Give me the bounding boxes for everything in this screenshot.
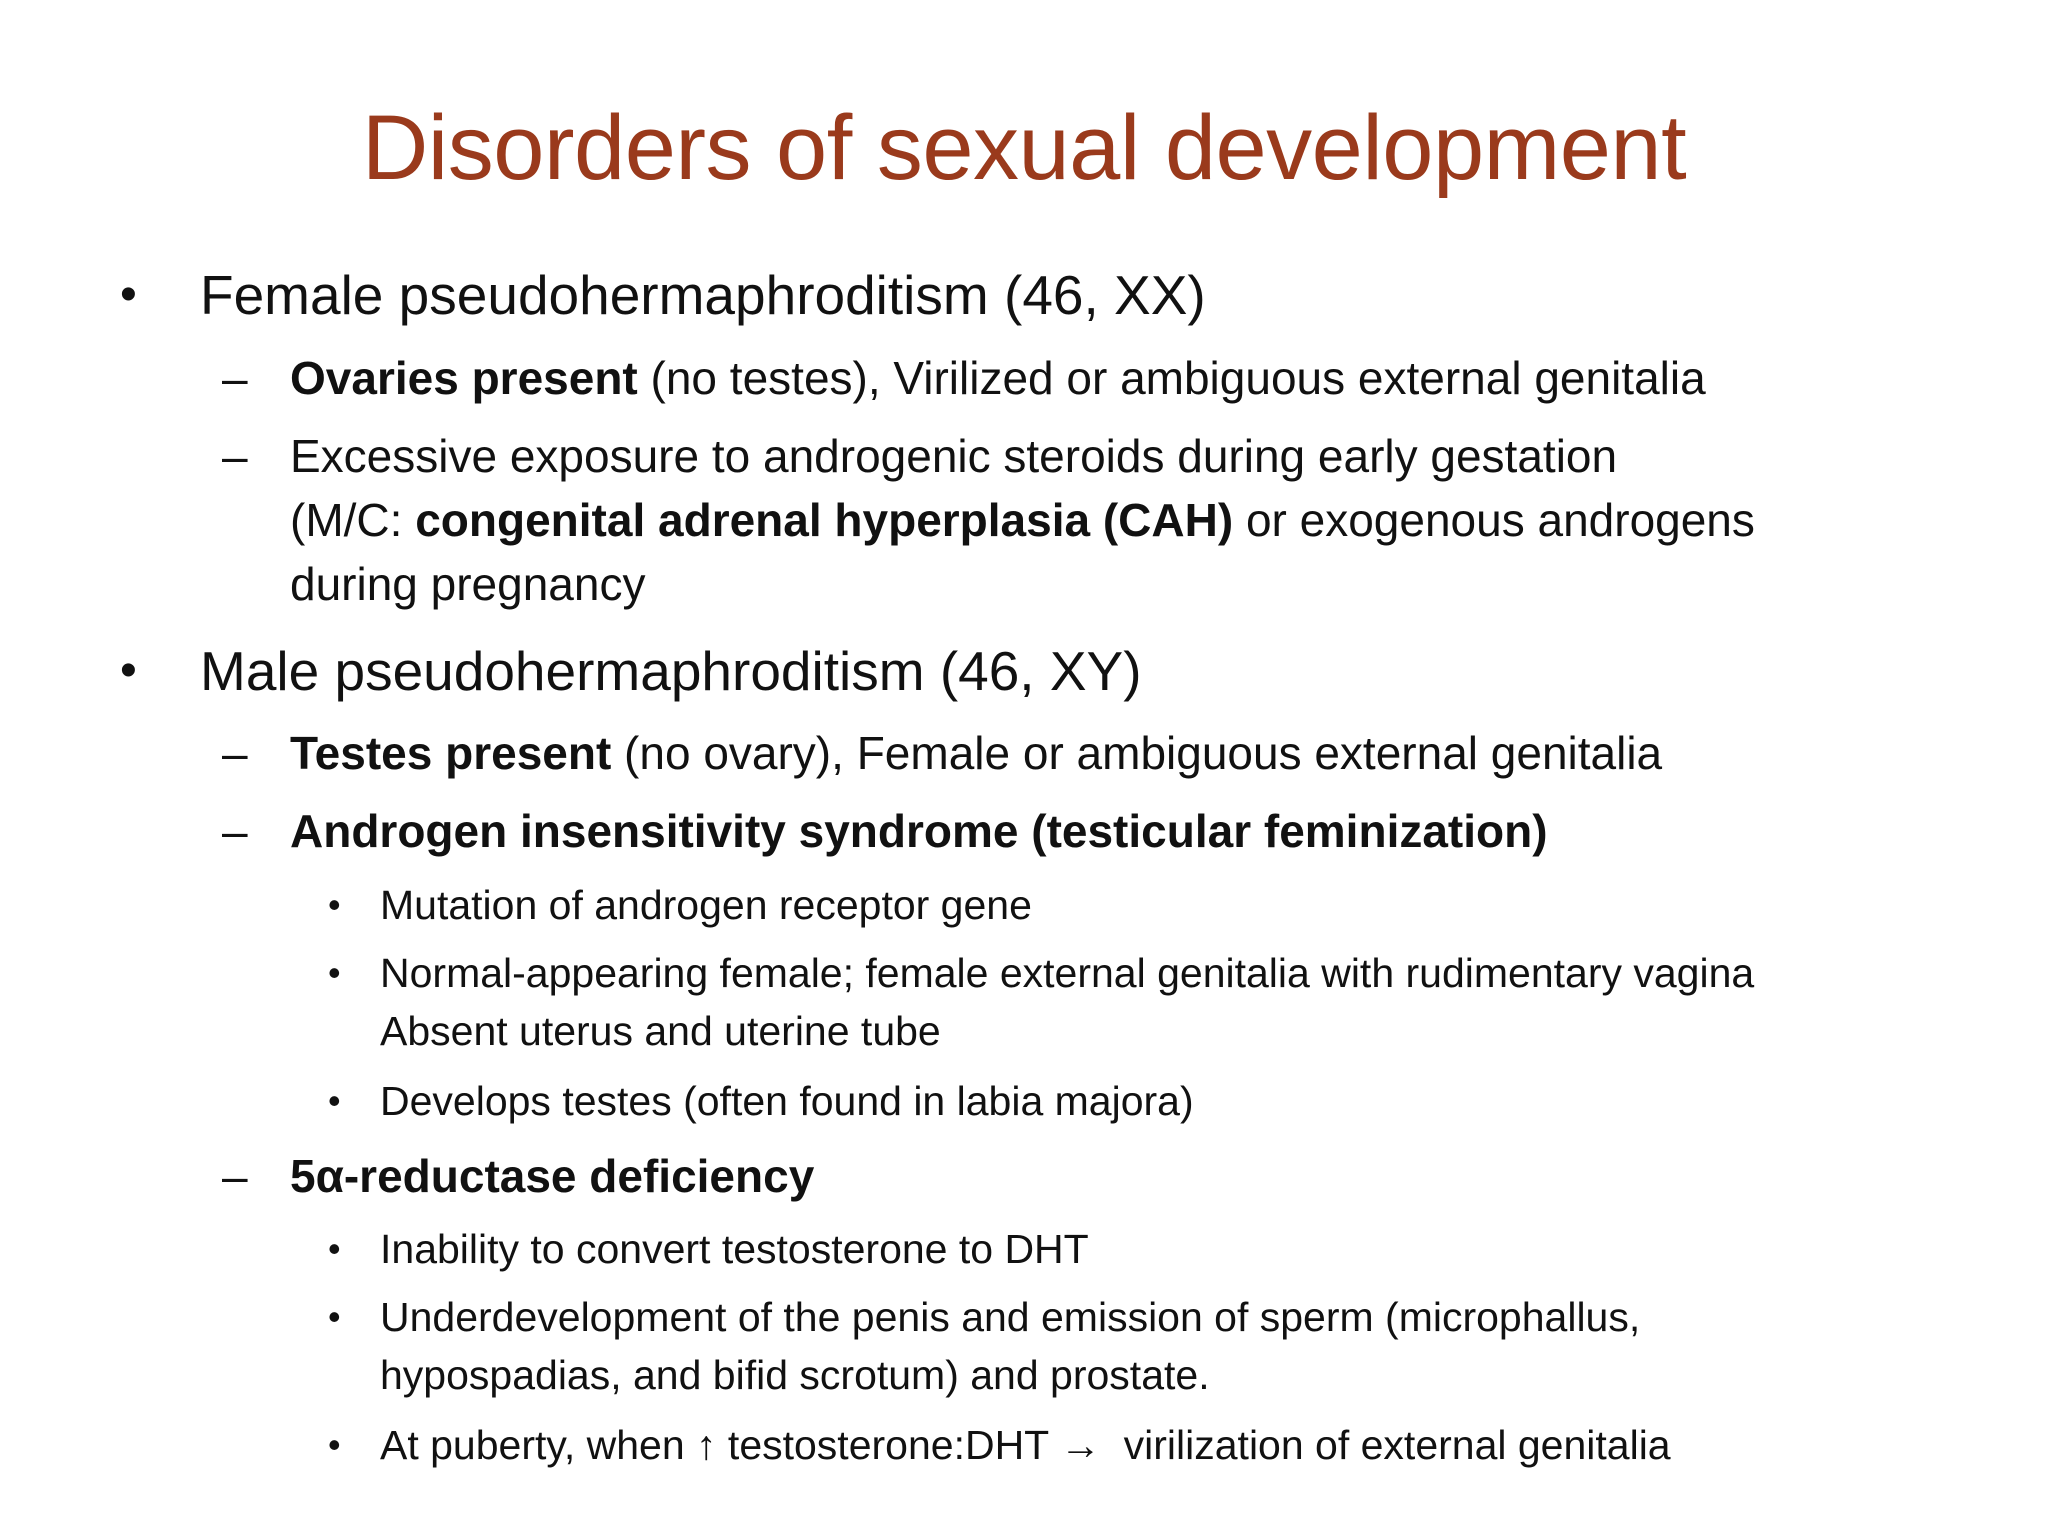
female-item-excessive-line3: during pregnancy <box>290 558 646 610</box>
testes-present-text: (no ovary), Female or ambiguous external genitalia <box>611 727 1663 779</box>
reductase-sub-under-line2: hypospadias, and bifid scrotum) and prostate. <box>380 1352 1210 1398</box>
bullet-red-1: • <box>328 1228 341 1269</box>
bullet-ais-1: • <box>328 884 341 925</box>
ais-heading-bold: Androgen insensitivity syndrome (testicular feminization) <box>290 805 1548 857</box>
male-item-testes <box>290 725 1662 781</box>
cah-post: or exogenous androgens <box>1233 494 1755 546</box>
cah-bold: congenital adrenal hyperplasia (CAH) <box>415 494 1234 546</box>
dash-ais: – <box>222 805 248 857</box>
bullet-ais-2: • <box>328 952 341 993</box>
female-item-excessive-line2 <box>290 492 1755 548</box>
bullet-ais-3: • <box>328 1080 341 1121</box>
bullet-red-3: • <box>328 1424 341 1465</box>
dash-testes: – <box>222 727 248 779</box>
female-item-ovaries <box>290 350 1706 406</box>
reductase-sub-puberty <box>380 1420 1671 1470</box>
puberty-post: virilization of external genitalia <box>1100 1422 1671 1468</box>
reductase-sub-under-line1: Underdevelopment of the penis and emission of sperm (microphallus, <box>380 1294 1641 1340</box>
dash-reductase: – <box>222 1150 248 1202</box>
right-arrow-icon: → <box>1059 1422 1101 1468</box>
reductase-heading <box>290 1148 814 1204</box>
dash-excessive: – <box>222 430 248 482</box>
female-item-excessive-line1: Excessive exposure to androgenic steroids during early gestation <box>290 430 1618 482</box>
puberty-pre: At puberty, when <box>380 1422 697 1468</box>
cah-pre: (M/C: <box>290 494 416 546</box>
slide-title: Disorders of sexual development <box>361 97 1687 199</box>
reductase-sub-inability: Inability to convert testosterone to DHT <box>380 1226 1089 1272</box>
dash-ovaries: – <box>222 352 248 404</box>
up-arrow-icon: ↑ <box>696 1422 717 1468</box>
puberty-mid: testosterone:DHT <box>716 1422 1060 1468</box>
ais-sub-normal-line2: Absent uterus and uterine tube <box>380 1008 941 1054</box>
ais-sub-normal-line1: Normal-appearing female; female external genitalia with rudimentary vagina <box>380 950 1755 996</box>
bullet-red-2: • <box>328 1296 341 1337</box>
ais-sub-develops: Develops testes (often found in labia majora) <box>380 1078 1194 1124</box>
male-heading: Male pseudohermaphroditism (46, XY) <box>200 640 1142 702</box>
reductase-heading-bold: 5α-reductase deficiency <box>290 1150 815 1202</box>
ais-heading <box>290 803 1548 859</box>
testes-present-bold: Testes present <box>290 727 612 779</box>
ais-sub-mutation: Mutation of androgen receptor gene <box>380 882 1032 928</box>
female-heading: Female pseudohermaphroditism (46, XX) <box>200 264 1206 326</box>
bullet-female: • <box>120 268 137 321</box>
ovaries-present-text: (no testes), Virilized or ambiguous external genitalia <box>637 352 1706 404</box>
ovaries-present-bold: Ovaries present <box>290 352 638 404</box>
bullet-male: • <box>120 644 137 697</box>
